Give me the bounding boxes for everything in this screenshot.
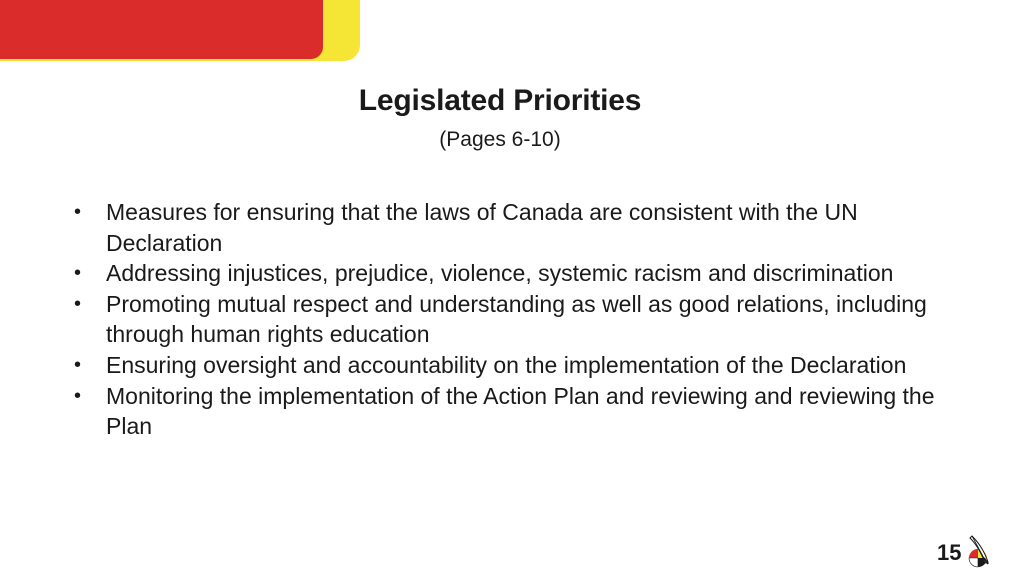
bullet-icon: •: [74, 262, 82, 285]
page-number: 15: [937, 540, 962, 565]
slide-title: Legislated Priorities: [358, 84, 642, 117]
header-banner-red: [0, 0, 323, 59]
list-item-text: Monitoring the implementation of the Action Plan and reviewing and reviewing the Plan: [106, 382, 935, 440]
list-item-text: Promoting mutual respect and understanding as well as good relations, including through human rights education: [106, 290, 927, 348]
bullet-icon: •: [74, 384, 82, 407]
list-item: [72, 197, 952, 258]
list-item-text: Addressing injustices, prejudice, violence, systemic racism and discrimination: [106, 260, 894, 287]
bullet-icon: •: [74, 292, 82, 315]
bullet-icon: •: [74, 201, 82, 223]
priority-list: [72, 197, 952, 442]
list-item: [72, 289, 952, 350]
feather-medicine-wheel-icon: [958, 532, 994, 572]
bullet-icon: •: [74, 353, 82, 376]
list-item: [72, 350, 952, 381]
list-item-text: Ensuring oversight and accountability on the implementation of the Declaration: [106, 351, 907, 378]
slide-subtitle: (Pages 6-10): [439, 128, 561, 151]
list-item: [72, 381, 952, 442]
list-item: [72, 258, 952, 289]
list-item-text: Measures for ensuring that the laws of Canada are consistent with the UN Declaration: [106, 199, 858, 256]
